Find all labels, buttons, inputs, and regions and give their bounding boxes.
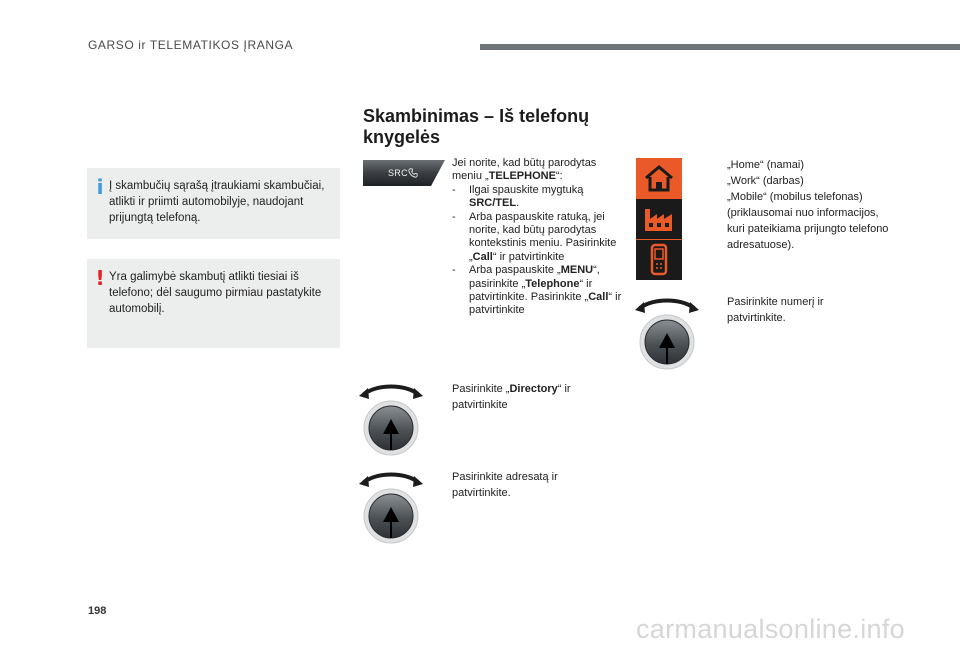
phone-icon	[408, 168, 418, 178]
warning-note-text: Yra galimybė skambutį atlikti tiesiai iš telefono; dėl saugumo pirmiau pastatykite automobilį.	[109, 271, 322, 315]
rotary-knob-icon	[634, 292, 700, 372]
category-home: „Home“ (namai)	[727, 159, 805, 171]
info-icon: i	[96, 175, 104, 199]
home-icon-tile	[636, 158, 682, 198]
step-select-number: Pasirinkite numerį ir patvirtinkite.	[727, 296, 824, 324]
mobile-phone-icon	[636, 240, 682, 280]
list-item: - Ilgai spauskite mygtuką SRC/TEL.	[452, 184, 624, 211]
list-item: - Arba paspauskite ratuką, jei norite, kad būtų parodytas kontekstinis meniu. Pasirinkite „Call“ ir patvirtinkite	[452, 211, 624, 265]
category-description: (priklausomai nuo informacijos, kuri pateikiama prijungto telefono adresatuose).	[727, 207, 889, 251]
info-note-text: Į skambučių sąrašą įtraukiami skambučiai, atlikti ir priimti automobilyje, naudojant prijungtą telefoną.	[109, 180, 325, 224]
watermark: carmanualsonline.info	[636, 614, 905, 644]
step1-list	[452, 184, 624, 318]
mobile-icon-tile	[636, 240, 682, 280]
rotary-knob-icon	[358, 378, 424, 458]
step-select-contact: Pasirinkite adresatą ir patvirtinkite.	[452, 471, 558, 499]
list-item: - Arba paspauskite „MENU“, pasirinkite „Telephone“ ir patvirtinkite. Pasirinkite „Call“ ir patvirtinkite	[452, 264, 624, 318]
work-icon-tile	[636, 199, 682, 239]
rotary-knob-icon	[358, 466, 424, 546]
src-tel-button	[361, 158, 447, 188]
category-work: „Work“ (darbas)	[727, 175, 804, 187]
section-title: Skambinimas – Iš telefonų knygelės	[363, 106, 590, 147]
header-title: GARSO ir TELEMATIKOS ĮRANGA	[88, 38, 294, 52]
step-select-directory: Pasirinkite „Directory“ ir patvirtinkite	[452, 383, 571, 411]
src-label: SRC	[388, 168, 408, 178]
category-mobile: „Mobile“ (mobilus telefonas)	[727, 191, 863, 203]
step1-intro: Jei norite, kad būtų parodytas meniu „TELEPHONE“:	[452, 157, 597, 183]
home-icon	[636, 158, 682, 198]
warning-note	[87, 259, 340, 348]
header-bar	[480, 44, 960, 50]
exclamation-icon: !	[95, 266, 105, 290]
step-telephone-menu	[452, 157, 624, 318]
info-note	[87, 168, 340, 239]
page-number: 198	[88, 605, 107, 617]
factory-icon	[636, 199, 682, 239]
contact-categories	[727, 157, 892, 253]
contact-category-panel	[636, 158, 682, 280]
